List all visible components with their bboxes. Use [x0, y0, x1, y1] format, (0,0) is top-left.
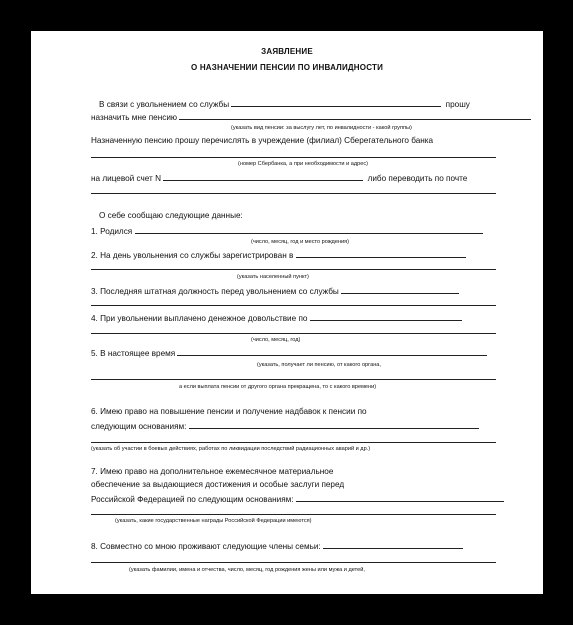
bank-text-post: либо переводить по почте: [367, 174, 468, 183]
item-4-text: 4. При увольнении выплачено денежное довольствие по: [91, 314, 308, 323]
position-blank-2[interactable]: [91, 305, 496, 306]
item-2-text: 2. На день увольнения со службы зарегистрирован в: [91, 251, 294, 260]
awards-blank-2[interactable]: [91, 514, 496, 515]
item-6-text: следующим основаниям:: [91, 422, 187, 431]
item-5-caption-1: (указать, получает ли пенсию, от какого органа,: [257, 362, 381, 368]
item-4-caption: (число, месяц, год): [251, 337, 301, 343]
bank-line-2: [91, 172, 467, 184]
family-blank[interactable]: [323, 540, 463, 549]
item-4-line: [91, 312, 462, 324]
item-7-text: Российской Федерацией по следующим основаниям:: [91, 495, 294, 504]
item-5-caption-2: а если выплата пенсии от другого органа прекращена, то с какого времени): [179, 384, 377, 390]
item-7-caption: (указать, какие государственные награды Российской Федерации имеются): [115, 518, 312, 524]
bank-text-account: на лицевой счет N: [91, 174, 161, 183]
item-8-caption: (указать фамилии, имена и отчества, число, месяц, год рождения жены или мужа и детей,: [129, 567, 365, 573]
application-form-page: [31, 31, 543, 594]
item-7-line-3: [91, 493, 504, 505]
item-7-line-2: обеспечение за выдающиеся достижения и особые заслуги перед: [91, 480, 345, 489]
current-status-blank-2[interactable]: [91, 379, 496, 380]
increase-grounds-blank-2[interactable]: [91, 442, 496, 443]
item-2-line: [91, 249, 466, 261]
item-8-line: [91, 540, 463, 552]
item-2-caption: (указать населенный пункт): [237, 274, 309, 280]
intro-line-1: [99, 98, 470, 110]
intro-text-2: прошу: [445, 100, 470, 109]
item-5-text: 5. В настоящее время: [91, 349, 176, 358]
intro-text-1: В связи с увольнением со службы: [99, 100, 230, 109]
bank-line-1: Назначенную пенсию прошу перечислять в учреждение (филиал) Сберегательного банка: [91, 136, 434, 145]
bank-blank[interactable]: [91, 157, 496, 158]
item-1-line: [91, 225, 483, 237]
form-title: ЗАЯВЛЕНИЕ: [261, 47, 313, 56]
item-7-line-1: 7. Имею право на дополнительное ежемесячное материальное: [91, 467, 334, 476]
position-blank[interactable]: [341, 285, 459, 294]
family-blank-2[interactable]: [91, 562, 496, 563]
intro-caption: (указать вид пенсии: за выслугу лет, по инвалидности - какой группы): [231, 125, 412, 131]
registration-blank-2[interactable]: [91, 269, 496, 270]
item-6-caption: (указать об участии в боевых действиях, работах по ликвидации последствий радиационных аварий и др.): [91, 446, 371, 452]
bank-caption: (номер Сбербанка, а при необходимости и адрес): [238, 161, 369, 167]
allowance-blank-2[interactable]: [91, 333, 496, 334]
account-blank[interactable]: [163, 172, 363, 181]
birth-blank[interactable]: [135, 225, 483, 234]
item-6-line-1: 6. Имею право на повышение пенсии и получение надбавок к пенсии по: [91, 407, 367, 416]
service-blank[interactable]: [231, 98, 441, 107]
item-8-text: 8. Совместно со мною проживают следующие члены семьи:: [91, 542, 321, 551]
about-heading: О себе сообщаю следующие данные:: [99, 211, 243, 220]
awards-blank[interactable]: [296, 493, 504, 502]
item-1-caption: (число, месяц, год и место рождения): [251, 239, 350, 245]
increase-grounds-blank[interactable]: [189, 420, 479, 429]
intro-line-2: [91, 111, 531, 123]
allowance-blank[interactable]: [310, 312, 462, 321]
item-1-text: 1. Родился: [91, 227, 133, 236]
form-subtitle: О НАЗНАЧЕНИИ ПЕНСИИ ПО ИНВАЛИДНОСТИ: [190, 63, 384, 72]
post-blank[interactable]: [91, 193, 496, 194]
current-status-blank[interactable]: [177, 347, 487, 356]
item-3-text: 3. Последняя штатная должность перед увольнением со службы: [91, 287, 339, 296]
registration-blank[interactable]: [296, 249, 466, 258]
pension-type-blank[interactable]: [179, 111, 531, 120]
item-6-line-2: [91, 420, 479, 432]
item-3-line: [91, 285, 459, 297]
item-5-line: [91, 347, 487, 359]
intro-text-3: назначить мне пенсию: [91, 113, 178, 122]
